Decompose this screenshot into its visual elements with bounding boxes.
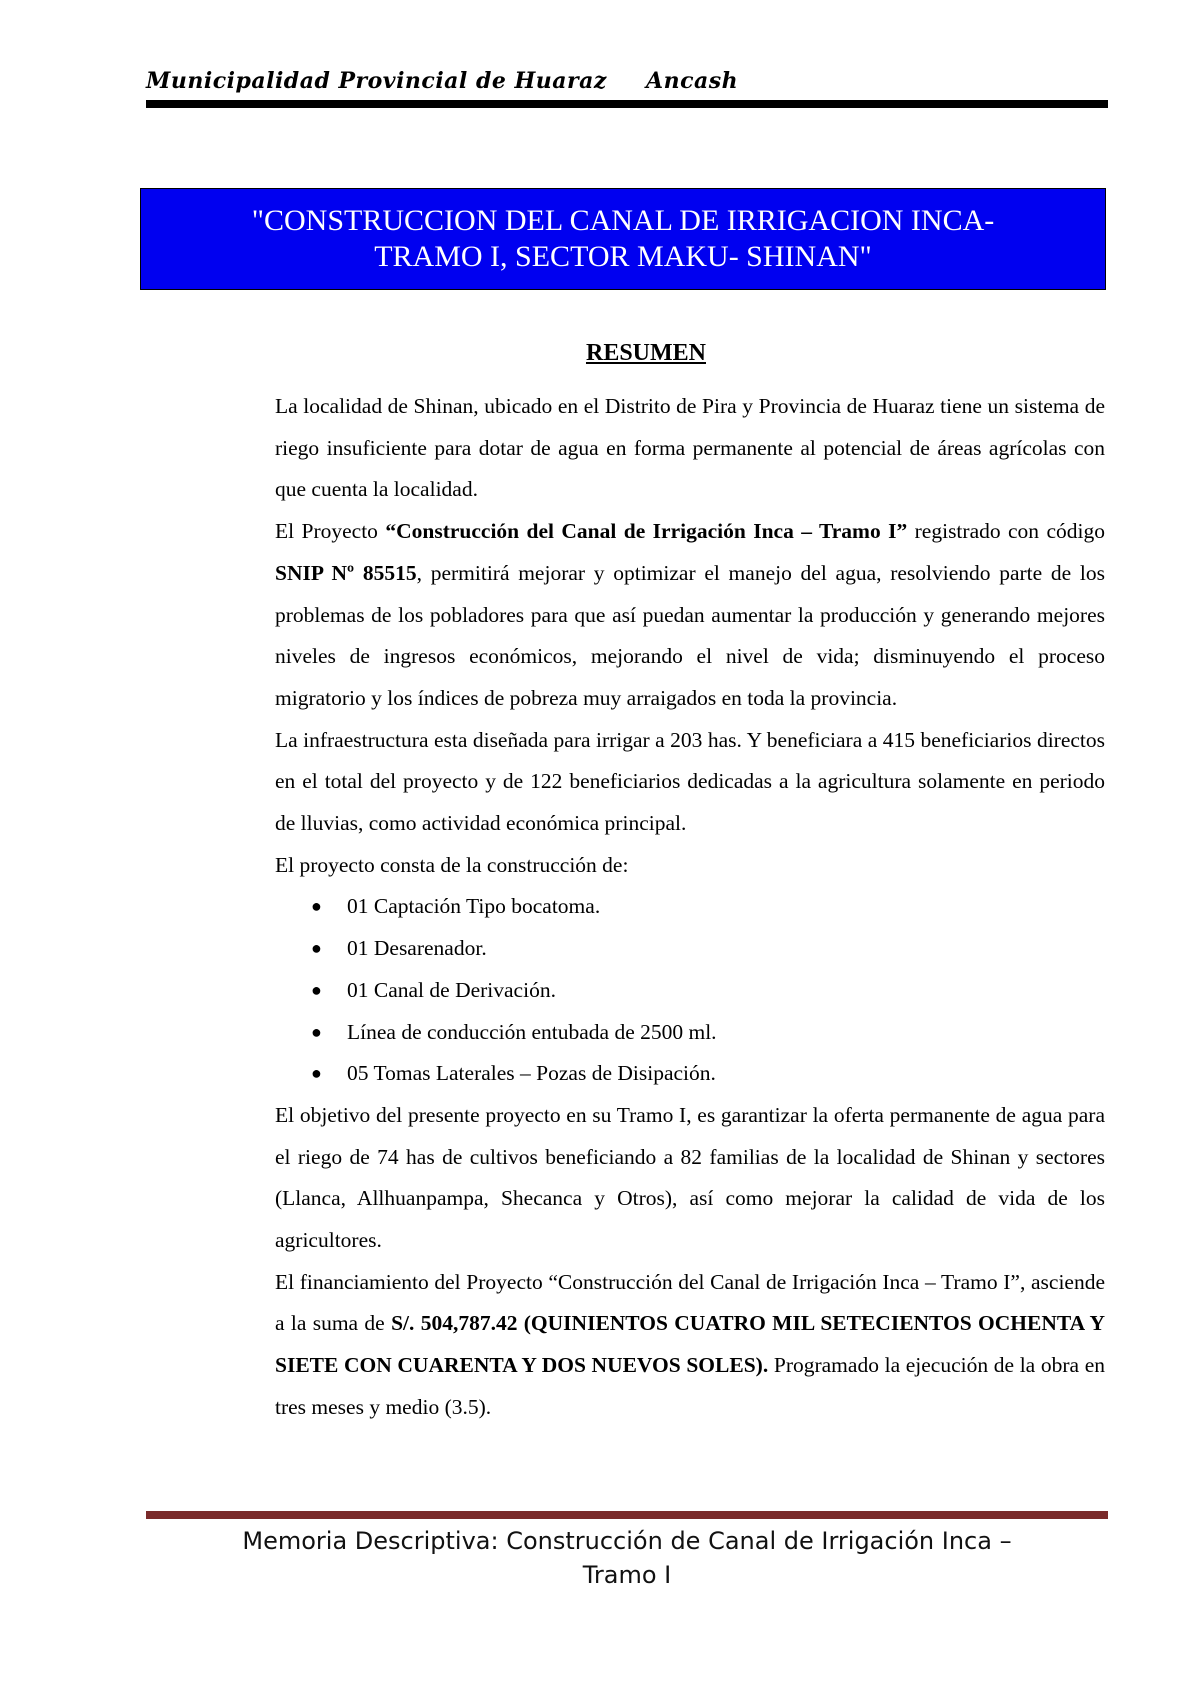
footer-line-2: Tramo I (582, 1561, 672, 1589)
list-item-label: Línea de conducción entubada de 2500 ml. (347, 1019, 717, 1044)
list-item (275, 886, 1105, 928)
document-body (275, 386, 1105, 1429)
paragraph-infrastructure: La infraestructura esta diseñada para irrigar a 203 has. Y beneficiara a 415 beneficiarios directos en el total del proyecto y de 122 beneficiarios dedicadas a la agricultura solamente en periodo de lluvias, como actividad económica principal. (275, 727, 1105, 836)
bullet-icon: ● (311, 938, 322, 959)
project-title-line-1: "CONSTRUCCION DEL CANAL DE IRRIGACION INCA- (251, 204, 995, 237)
project-title-box (140, 188, 1106, 290)
list-item-label: 01 Canal de Derivación. (347, 977, 556, 1002)
list-item (275, 928, 1105, 970)
paragraph-project (275, 511, 1105, 720)
list-item-label: 05 Tomas Laterales – Pozas de Disipación. (347, 1061, 716, 1086)
project-title-line-2: TRAMO I, SECTOR MAKU- SHINAN" (374, 240, 872, 273)
footer-divider (146, 1511, 1108, 1519)
paragraph-financing (275, 1262, 1105, 1429)
project-name: “Construcción del Canal de Irrigación Inca – Tramo I” (385, 519, 908, 544)
section-heading: RESUMEN (585, 340, 706, 366)
header-institution: Municipalidad Provincial de Huaraz (146, 68, 607, 94)
paragraph-financing-text: El financiamiento del Proyecto “Construcción del Canal de Irrigación Inca – Tramo I”, asciende a la suma de (275, 1269, 1105, 1336)
paragraph-financing-text: Programado la ejecución de la obra en tres meses y medio (3.5). (275, 1353, 1106, 1419)
list-item-label: 01 Captación Tipo bocatoma. (347, 894, 601, 919)
bullet-icon: ● (311, 979, 322, 1000)
list-item (275, 1053, 1105, 1095)
header-region: Ancash (646, 68, 739, 94)
page-footer (146, 1524, 1108, 1592)
bullet-icon: ● (311, 1063, 322, 1084)
bullet-icon: ● (311, 896, 322, 917)
snip-code: SNIP Nº 85515 (275, 560, 417, 585)
paragraph-project-text: El Proyecto (275, 519, 386, 544)
header-divider (146, 100, 1108, 108)
footer-line-1: Memoria Descriptiva: Construcción de Canal de Irrigación Inca – (242, 1527, 1012, 1555)
bullet-icon: ● (311, 1021, 322, 1042)
list-item (275, 1012, 1105, 1054)
paragraph-location: La localidad de Shinan, ubicado en el Distrito de Pira y Provincia de Huaraz tiene un sistema de riego insuficiente para dotar de agua en forma permanente al potencial de áreas agrícolas con que cuenta la localidad. (275, 394, 1105, 502)
paragraph-project-text: registrado con código (907, 519, 1105, 544)
financing-amount: S/. 504,787.42 (QUINIENTOS CUATRO MIL SETECIENTOS OCHENTA Y SIETE CON CUARENTA Y DOS NUEVOS SOLES). (275, 1311, 1105, 1378)
paragraph-components-intro: El proyecto consta de la construcción de: (275, 852, 629, 877)
list-item-label: 01 Desarenador. (347, 936, 487, 961)
paragraph-project-text: , permitirá mejorar y optimizar el manejo del agua, resolviendo parte de los problemas de los pobladores para que así puedan aumentar la producción y generando mejores niveles de ingresos económicos, mejorando el nivel de vida; disminuyendo el proceso migratorio y los índices de pobreza muy arraigados en toda la provincia. (275, 560, 1106, 710)
components-list (275, 886, 1105, 1095)
list-item (275, 970, 1105, 1012)
paragraph-objective: El objetivo del presente proyecto en su Tramo I, es garantizar la oferta permanente de agua para el riego de 74 has de cultivos beneficiando a 82 familias de la localidad de Shinan y sectores (Llanca, Allhuanpampa, Shecanca y Otros), así como mejorar la calidad de vida de los agricultores. (275, 1102, 1105, 1253)
